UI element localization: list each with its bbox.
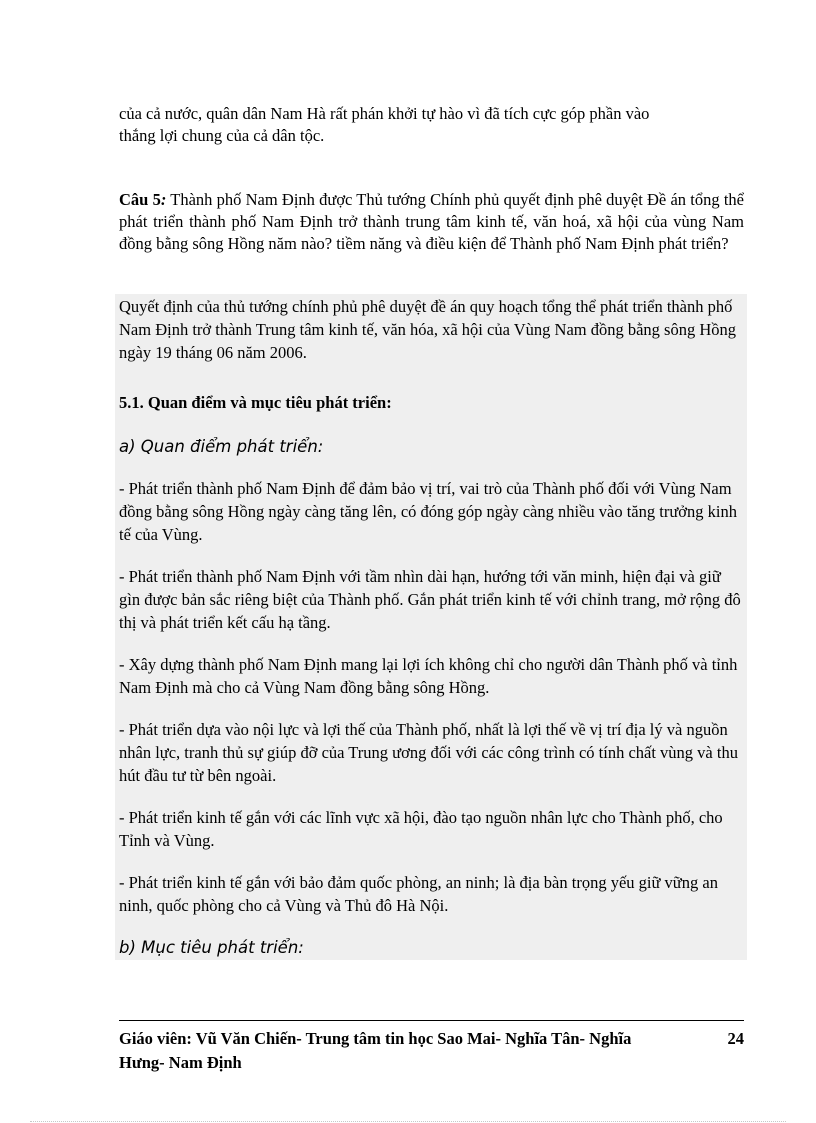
intro-paragraph [119, 103, 744, 147]
bullet-5: - Phát triển kinh tế gắn với các lĩnh vực xã hội, đào tạo nguồn nhân lực cho Thành phố, cho Tỉnh và Vùng. [119, 808, 723, 850]
question-colon: : [160, 190, 167, 209]
page-footer [119, 1027, 744, 1075]
footer-divider [119, 1020, 744, 1021]
intro-line-1: của cả nước, quân dân Nam Hà rất phán khởi tự hào vì đã tích cực góp phần vào [119, 104, 650, 123]
subheading-a: a) Quan điểm phát triển: [119, 437, 324, 456]
decision-paragraph: Quyết định của thủ tướng chính phủ phê duyệt đề án quy hoạch tổng thể phát triển thành phố Nam Định trở thành Trung tâm kinh tế, văn hóa, xã hội của Vùng Nam đồng bằng sông Hồng ngày 19 tháng 06 năm 2006. [119, 297, 737, 362]
intro-line-2: thắng lợi chung của cả dân tộc. [119, 126, 325, 145]
bullet-1: - Phát triển thành phố Nam Định để đảm bảo vị trí, vai trò của Thành phố đối với Vùng Nam đồng bằng sông Hồng ngày càng tăng lên, có đóng góp ngày càng nhiều vào tăng trưởng kinh tế của Vùng. [119, 479, 737, 544]
page-edge-divider [30, 1121, 786, 1122]
subheading-b: b) Mục tiêu phát triển: [119, 938, 304, 957]
bullet-2: - Phát triển thành phố Nam Định với tầm nhìn dài hạn, hướng tới văn minh, hiện đại và giữ gìn được bản sắc riêng biệt của Thành phố. Gắn phát triển kinh tế với chỉnh trang, mở rộng đô thị và phát triển kết cấu hạ tầng. [119, 567, 741, 632]
bullet-4: - Phát triển dựa vào nội lực và lợi thế của Thành phố, nhất là lợi thế về vị trí địa lý và nguồn nhân lực, tranh thủ sự giúp đỡ của Trung ương đối với các công trình có tính chất vùng và thu hút đầu tư từ bên ngoài. [119, 720, 738, 785]
footer-line-2: Hưng- Nam Định [119, 1053, 242, 1072]
section-heading: 5.1. Quan điểm và mục tiêu phát triển: [119, 393, 392, 412]
question-label: Câu 5 [119, 190, 161, 209]
question-text: Thành phố Nam Định được Thủ tướng Chính phủ quyết định phê duyệt Đề án tổng thể phát triển thành phố Nam Định trở thành trung tâm kinh tế, văn hoá, xã hội của vùng Nam đồng bằng sông Hồng năm nào? tiềm năng và điều kiện để Thành phố Nam Định phát triển? [119, 190, 744, 253]
footer-line-1: Giáo viên: Vũ Văn Chiến- Trung tâm tin học Sao Mai- Nghĩa Tân- Nghĩa [119, 1029, 632, 1048]
answer-block [115, 294, 747, 960]
bullet-6: - Phát triển kinh tế gắn với bảo đảm quốc phòng, an ninh; là địa bàn trọng yếu giữ vững an ninh, quốc phòng cho cả Vùng và Thủ đô Hà Nội. [119, 873, 718, 915]
question-paragraph [119, 189, 744, 255]
page-number: 24 [727, 1029, 744, 1048]
bullet-3: - Xây dựng thành phố Nam Định mang lại lợi ích không chỉ cho người dân Thành phố và tỉnh Nam Định mà cho cả Vùng Nam đồng bằng sông Hồng. [119, 655, 738, 697]
